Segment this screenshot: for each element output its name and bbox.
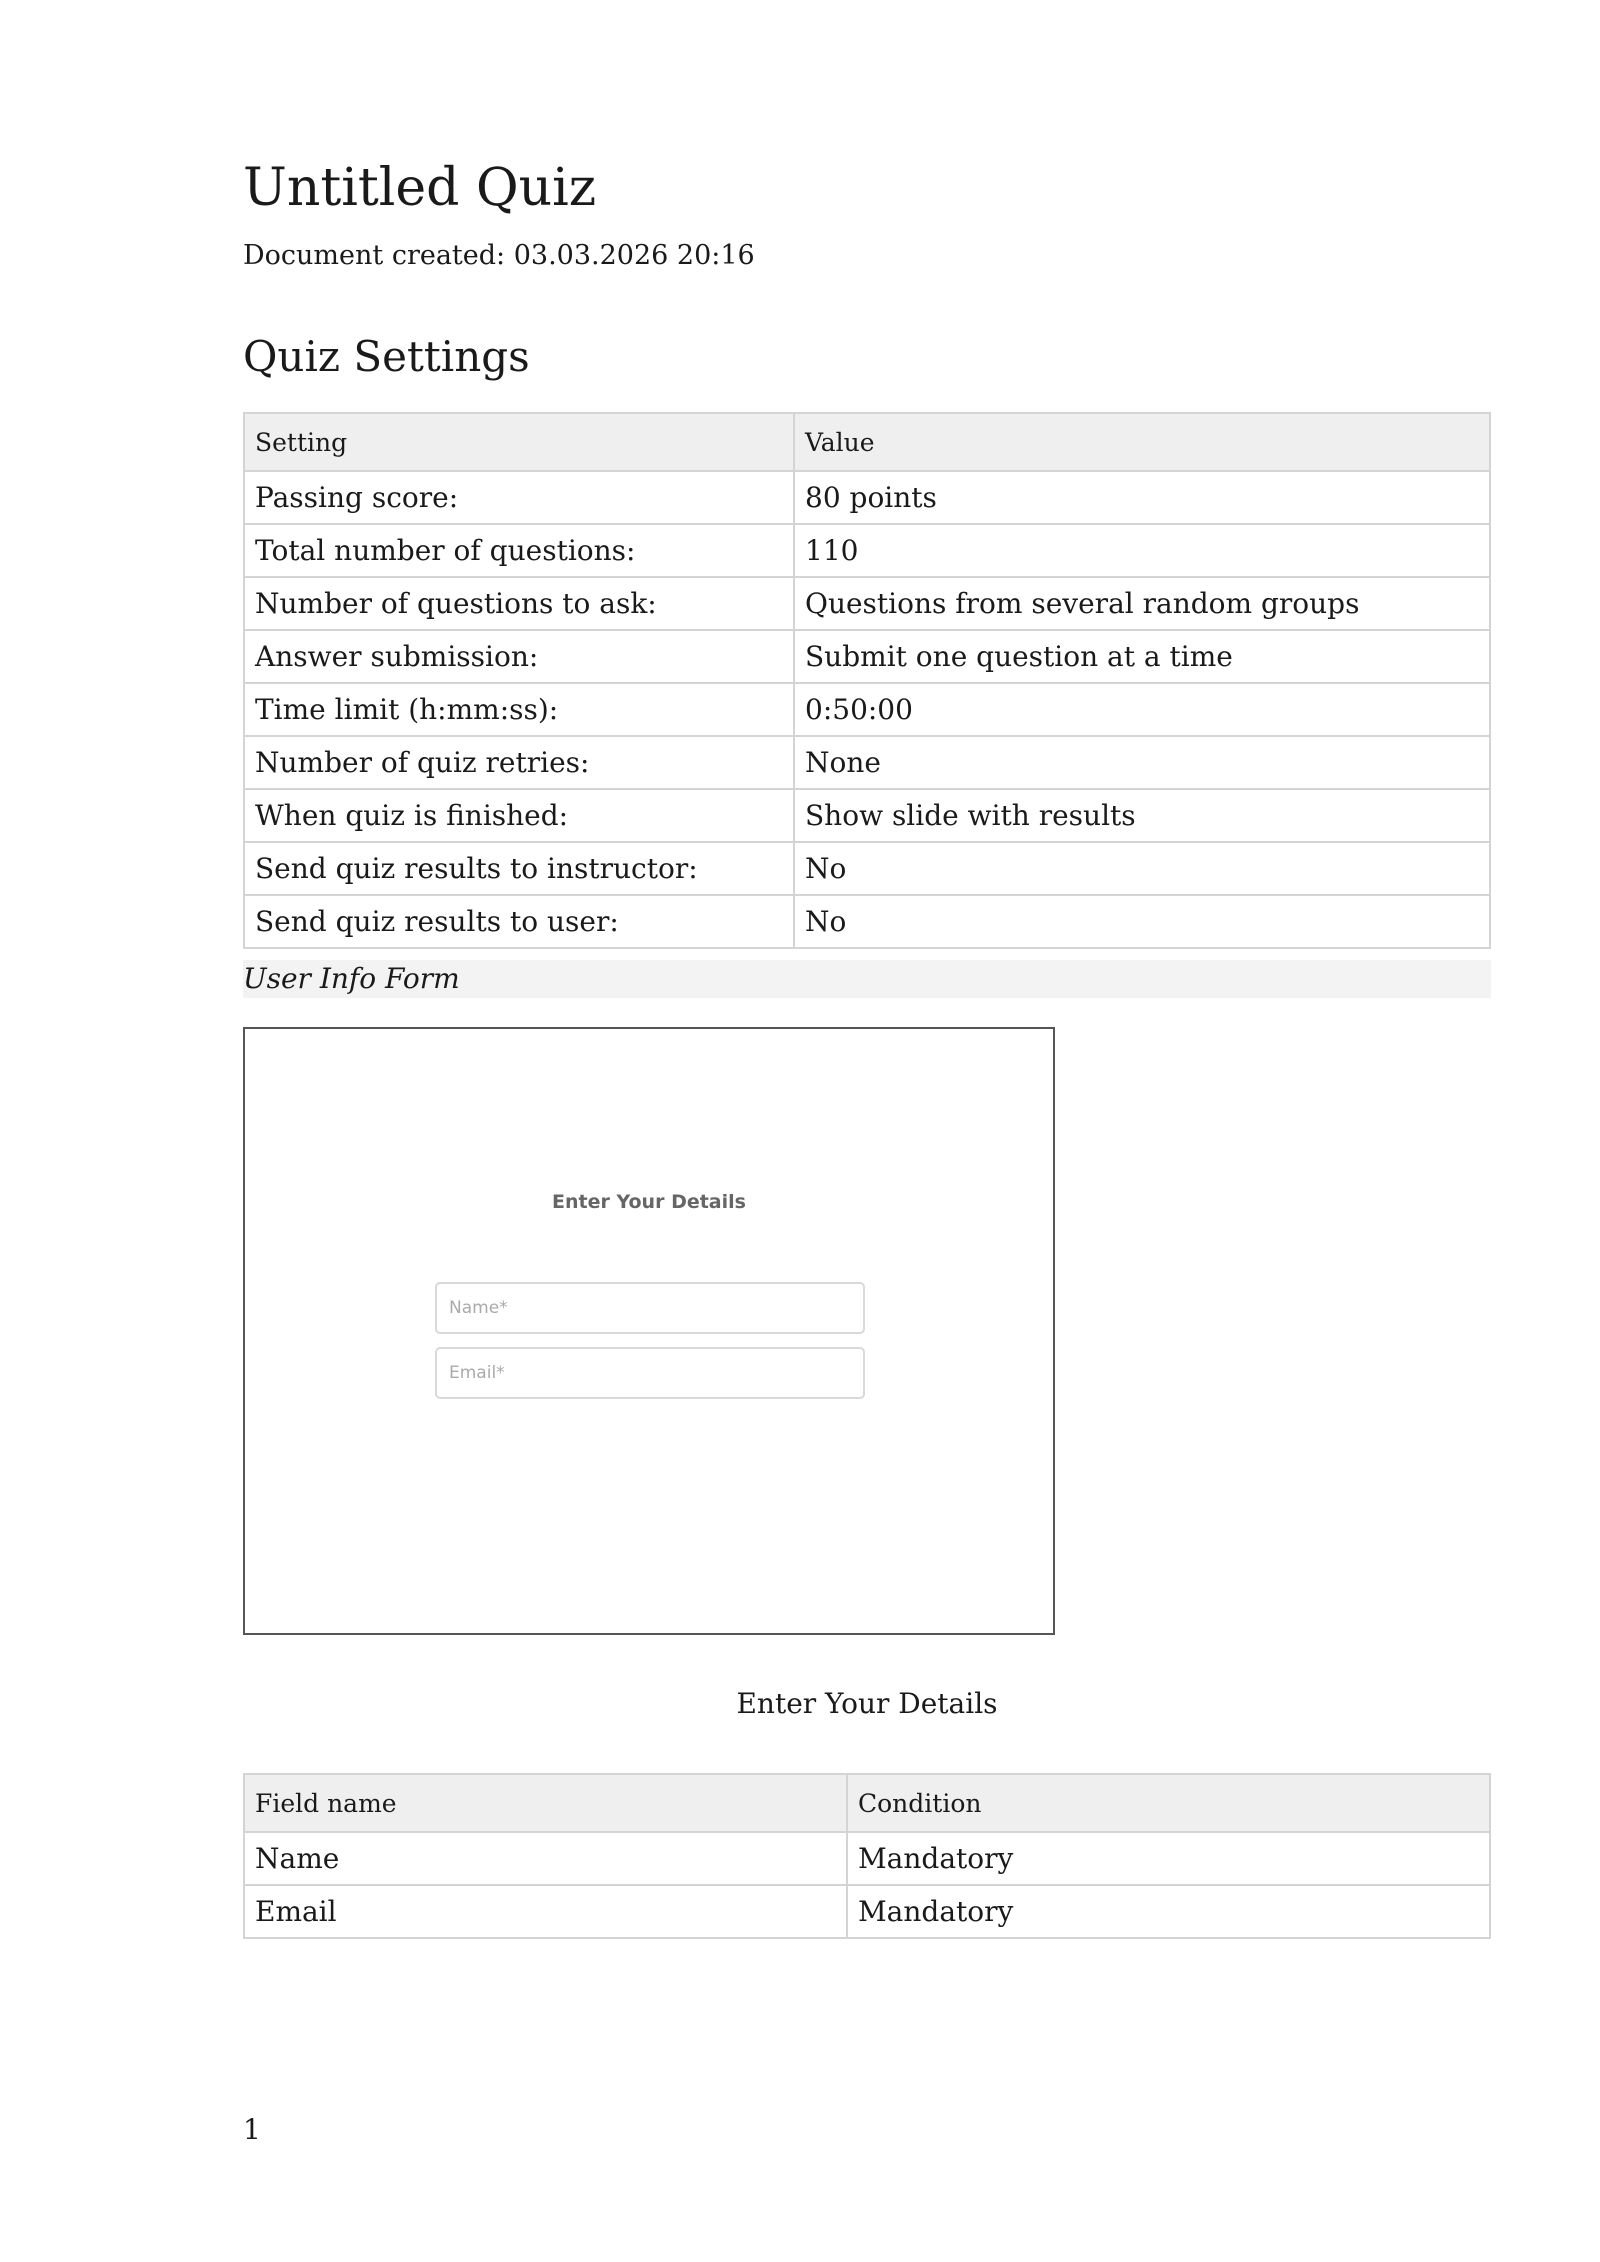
form-fields-table [243,1773,1491,1939]
setting-name: Number of questions to ask: [244,577,794,630]
setting-value: 80 points [794,471,1490,524]
setting-value: No [794,895,1490,948]
setting-value: Show slide with results [794,789,1490,842]
setting-value: 110 [794,524,1490,577]
setting-name: Answer submission: [244,630,794,683]
preview-heading: Enter Your Details [552,1191,746,1213]
table-row [244,471,1490,524]
table-row [244,1885,1490,1938]
setting-name: When quiz is finished: [244,789,794,842]
column-header-setting: Setting [244,413,794,471]
table-row [244,789,1490,842]
user-info-form-preview [243,1027,1055,1635]
field-condition: Mandatory [847,1832,1490,1885]
setting-name: Send quiz results to instructor: [244,842,794,895]
setting-value: Submit one question at a time [794,630,1490,683]
table-row [244,683,1490,736]
column-header-condition: Condition [847,1774,1490,1832]
setting-value: None [794,736,1490,789]
setting-value: Questions from several random groups [794,577,1490,630]
table-row [244,736,1490,789]
document-created-date: Document created: 03.03.2026 20:16 [243,240,755,271]
setting-value: No [794,842,1490,895]
setting-name: Number of quiz retries: [244,736,794,789]
table-row [244,895,1490,948]
column-header-value: Value [794,413,1490,471]
form-caption: Enter Your Details [736,1687,998,1720]
table-header-row [244,1774,1490,1832]
setting-name: Send quiz results to user: [244,895,794,948]
field-name: Name [244,1832,847,1885]
field-condition: Mandatory [847,1885,1490,1938]
table-row [244,524,1490,577]
email-input[interactable] [435,1347,865,1399]
quiz-settings-table [243,412,1491,949]
page-number: 1 [243,2113,261,2146]
setting-name: Total number of questions: [244,524,794,577]
table-row [244,577,1490,630]
quiz-settings-heading: Quiz Settings [243,332,530,381]
table-row [244,842,1490,895]
table-row [244,630,1490,683]
document-title: Untitled Quiz [243,158,597,218]
name-input[interactable] [435,1282,865,1334]
setting-name: Passing score: [244,471,794,524]
user-info-form-caption: User Info Form [243,960,1491,998]
setting-name: Time limit (h:mm:ss): [244,683,794,736]
table-header-row [244,413,1490,471]
table-row [244,1832,1490,1885]
setting-value: 0:50:00 [794,683,1490,736]
field-name: Email [244,1885,847,1938]
column-header-field-name: Field name [244,1774,847,1832]
